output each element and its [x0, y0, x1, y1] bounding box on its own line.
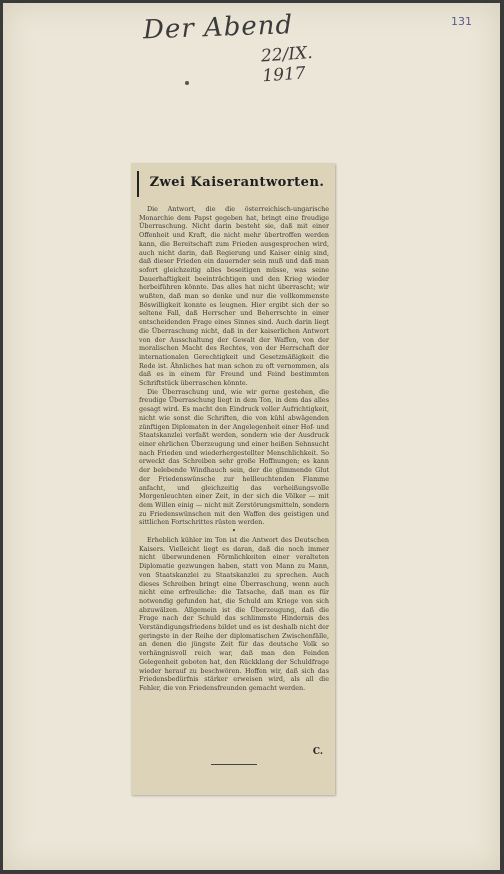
- article-paragraph-1: Die Antwort, die die österreichisch-ungarische Monarchie dem Papst gegeben hat, bringt eine freudige Überraschung. Nicht darin besteht sie, daß mit einer Offenheit und Kraft, die nicht mehr übertroffen werden kann, die Bereitschaft zum Frieden ausgesprochen wird, auch nicht darin, daß Regierung und Kaiser einig sind, daß dieser Frieden ein dauernder sein muß und daß man sofort gleichzeitig alles beseitigen müsse, was seine Dauerhaftigkeit beeinträchtigen und den Krieg wieder herbeiführen könnte. Das alles hat nicht überrascht; wir wußten, daß man so denke und nur die vollkommenste Böswilligkeit konnte es leugnen. Hier ergibt sich der so seltene Fall, daß Herrscher und Beherrschte in einer entscheidenden Frage eines Sinnes sind. Auch darin liegt die Überraschung nicht, daß in der kaiserlichen Antwort von der Ausschaltung der Gewalt der Waffen, von der moralischen Macht des Rechtes, von der Herrschaft der internationalen Gerechtigkeit und Gesetzmäßigkeit die Rede ist. Ähnliches hat man schon zu oft vernommen, als daß es in einem für Freund und Feind bestimmten Schriftstück überraschen könnte.: [139, 205, 329, 388]
- archive-sheet: [3, 3, 500, 870]
- article-paragraph-3: Erheblich kühler im Ton ist die Antwort des Deutschen Kaisers. Vielleicht liegt es daran, daß die noch immer nicht überwundenen Förmlichkeiten einer veralteten Diplomatie gezwungen haben, statt von Mann zu Mann, von Staatskanzlei zu Staatskanzlei zu sprechen. Auch dieses Schreiben bringt eine Überraschung, wenn auch nicht eine erfreuliche: die Tatsache, daß man es für notwendig gefunden hat, die Schuld am Kriege von sich abzuwälzen. Allgemein ist die Überzeugung, daß die Frage nach der Schuld das schlimmste Hindernis des Verständigungsfriedens bildet und es ist deshalb nicht der geringste in der Reihe der diplomatischen Zwischenfälle, an denen die jüngste Zeit für das deutsche Volk so verhängnisvoll reich war, daß man den Feinden Gelegenheit geboten hat, den Rückklang der Schuldfrage wieder herauf zu beschwören. Hoffen wir, daß sich das Friedensbedürfnis stärker erweisen wird, als all die Fehler, die von Friedensfreunden gemacht werden.: [139, 536, 329, 692]
- ink-dot: [185, 81, 189, 85]
- newspaper-clipping: [131, 163, 335, 795]
- handwritten-date: 22/IX. 1917: [260, 42, 314, 87]
- article-body: [139, 205, 329, 765]
- section-separator: •: [231, 527, 237, 536]
- author-signature: C.: [312, 747, 323, 757]
- end-rule: [211, 764, 257, 765]
- article-headline: Zwei Kaiserantworten.: [149, 175, 325, 190]
- article-paragraph-2: Die Überraschung und, wie wir gerne gestehen, die freudige Überraschung liegt in dem Ton, in dem das alles gesagt wird. Es macht den Eindruck voller Aufrichtigkeit, nicht wie sonst die Schriften, die von kühl abwägenden zünftigen Diplomaten in der Angelegenheit einer Hof- und Staatskanzlei verfaßt werden, sondern wie der Ausdruck einer ehrlichen Überzeugung und einer heißen Sehnsucht nach Frieden und wiederhergestellter Menschlichkeit. So erweckt das Schreiben sehr große Hoffnungen; es kann der belebende Windhauch sein, der die glimmende Glut der Friedenswünsche zur hellleuchtenden Flamme anfacht, und gleichzeitig das verheißungsvolle Morgenleuchten einer Zeit, in der sich die Völker — mit dem Willen einig — nicht mit Zerstörungsmitteln, sondern zu Friedenswünschen mit den Waffen des geistigen und sittlichen Fortschrittes rüsten werden.: [139, 387, 329, 527]
- column-marker: [137, 171, 139, 197]
- newspaper-masthead: Der Abend: [142, 10, 294, 46]
- archive-number: 131: [451, 15, 472, 28]
